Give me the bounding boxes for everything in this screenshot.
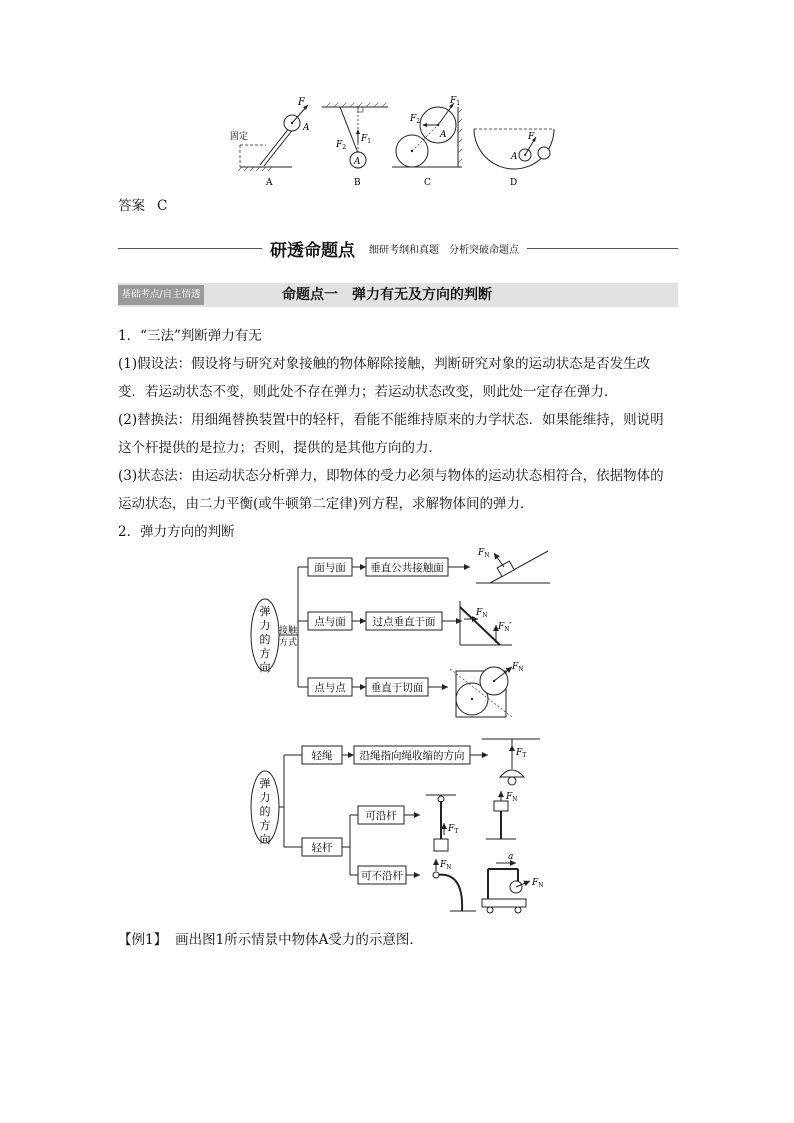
svg-text:A: A: [303, 123, 310, 133]
svg-text:力: 力: [259, 619, 271, 632]
topic-tag: 基础考点/自主悟透: [118, 285, 204, 305]
svg-text:过点垂直于面: 过点垂直于面: [372, 616, 436, 628]
svg-text:FT: $F_T$: [448, 824, 459, 835]
incline-block-figure: [476, 548, 550, 583]
svg-text:的: 的: [259, 805, 271, 818]
example-text: 画出图1所示情景中物体A受力的示意图．: [175, 932, 423, 948]
svg-text:方: 方: [259, 647, 271, 660]
svg-text:垂直于切面: 垂直于切面: [370, 682, 424, 694]
svg-text:弹: 弹: [259, 777, 271, 790]
label-b: B: [354, 178, 361, 188]
svg-text:a: a: [508, 852, 514, 862]
example-1: [118, 926, 423, 954]
p2-line2: 这个杆提供的是拉力；否则，提供的是其他方向的力．: [118, 440, 442, 456]
fixed-label: 固定: [230, 132, 249, 142]
section-header: [262, 236, 527, 261]
svg-text:接触: 接触: [279, 626, 298, 636]
heading-1: 1．“三法”判断弹力有无: [118, 328, 262, 344]
p1-line1: (1)假设法：假设将与研究对象接触的物体解除接触，判断研究对象的运动状态是否发生改: [118, 356, 651, 372]
svg-text:方式: 方式: [279, 638, 298, 648]
svg-text:方: 方: [259, 819, 271, 832]
case-point-point: [298, 678, 448, 696]
svg-text:F2: $F_2$: [410, 114, 421, 125]
p1-line2: 变．若运动状态不变，则此处不存在弹力；若运动状态改变，则此处一定存在弹力．: [118, 384, 618, 400]
rod-corner-figure: [460, 601, 512, 645]
p3-line1: (3)状态法：由运动状态分析弹力，即物体的受力必须与物体的运动状态相符合，依据物体的: [118, 468, 664, 484]
svg-text:向: 向: [259, 661, 271, 674]
section-subtitle: 细研考纲和真题 分析突破命题点: [369, 245, 519, 256]
svg-text:FN: $F_N$: [476, 608, 488, 619]
svg-text:轻杆: 轻杆: [311, 842, 333, 854]
top-figure: [230, 95, 570, 190]
svg-text:FN: $F_N$: [512, 662, 524, 673]
p2-line1: (2)替换法：用细绳替换装置中的轻杆，看能不能维持原来的力学状态．如果能维持，则说明: [118, 412, 664, 428]
svg-text:垂直公共接触面: 垂直公共接触面: [370, 562, 444, 574]
svg-text:弹: 弹: [259, 605, 271, 618]
topic-title: 命题点一 弹力有无及方向的判断: [282, 287, 492, 303]
svg-text:可不沿杆: 可不沿杆: [361, 870, 403, 882]
svg-text:F1: $F_1$: [450, 96, 461, 107]
heading-2: 2．弹力方向的判断: [118, 524, 235, 540]
section-title: 研透命题点: [270, 241, 355, 261]
svg-text:A: A: [354, 157, 361, 167]
label-a: A: [266, 178, 273, 188]
answer-value: C: [157, 198, 168, 214]
two-balls-figure: [450, 662, 524, 717]
figure-a: [230, 97, 310, 188]
svg-text:FN: $F_N$: [532, 878, 544, 889]
body-text: [118, 322, 688, 546]
rod-along-figure: [426, 791, 518, 851]
figure-d: [474, 129, 554, 188]
diagram-contact: [250, 545, 560, 725]
svg-text:FT: $F_T$: [516, 748, 527, 759]
rod-row: [284, 806, 420, 884]
svg-text:的: 的: [259, 633, 271, 646]
svg-text:可沿杆: 可沿杆: [365, 810, 397, 822]
example-label: 【例1】: [118, 932, 168, 948]
answer-label: 答案: [118, 198, 145, 214]
svg-text:向: 向: [259, 833, 271, 846]
diagram-rope-rod: [250, 735, 560, 915]
svg-text:A: A: [440, 130, 447, 140]
svg-text:力: 力: [259, 791, 271, 804]
label-c: C: [424, 178, 431, 188]
svg-text:轻绳: 轻绳: [311, 750, 333, 762]
svg-text:FN′: $F_N'$: [498, 622, 512, 633]
svg-text:FN: $F_N$: [440, 860, 452, 871]
case-point-face: [298, 612, 462, 630]
svg-text:F2: $F_2$: [336, 140, 347, 151]
svg-text:FN: $F_N$: [506, 792, 518, 803]
svg-text:面与面: 面与面: [314, 562, 346, 574]
svg-text:点与点: 点与点: [314, 682, 346, 694]
svg-text:沿绳指向绳收缩的方向: 沿绳指向绳收缩的方向: [359, 750, 465, 762]
svg-text:点与面: 点与面: [314, 616, 346, 628]
answer: [118, 192, 167, 220]
svg-text:FN: $F_N$: [478, 548, 490, 559]
label-d: D: [510, 178, 518, 188]
svg-text:A: A: [511, 152, 518, 162]
case-face-face: [298, 558, 470, 576]
figure-b: [322, 103, 388, 188]
force-f-label: F: [298, 97, 305, 108]
rod-not-along-figure: [433, 852, 544, 913]
svg-text:F1: $F_1$: [361, 134, 372, 145]
rope-row: [284, 746, 488, 764]
svg-text:F: F: [528, 132, 535, 142]
p3-line2: 运动状态，由二力平衡(或牛顿第二定律)列方程，求解物体间的弹力．: [118, 496, 534, 512]
figure-c: [392, 96, 462, 188]
hanging-lamp-figure: [482, 739, 540, 785]
